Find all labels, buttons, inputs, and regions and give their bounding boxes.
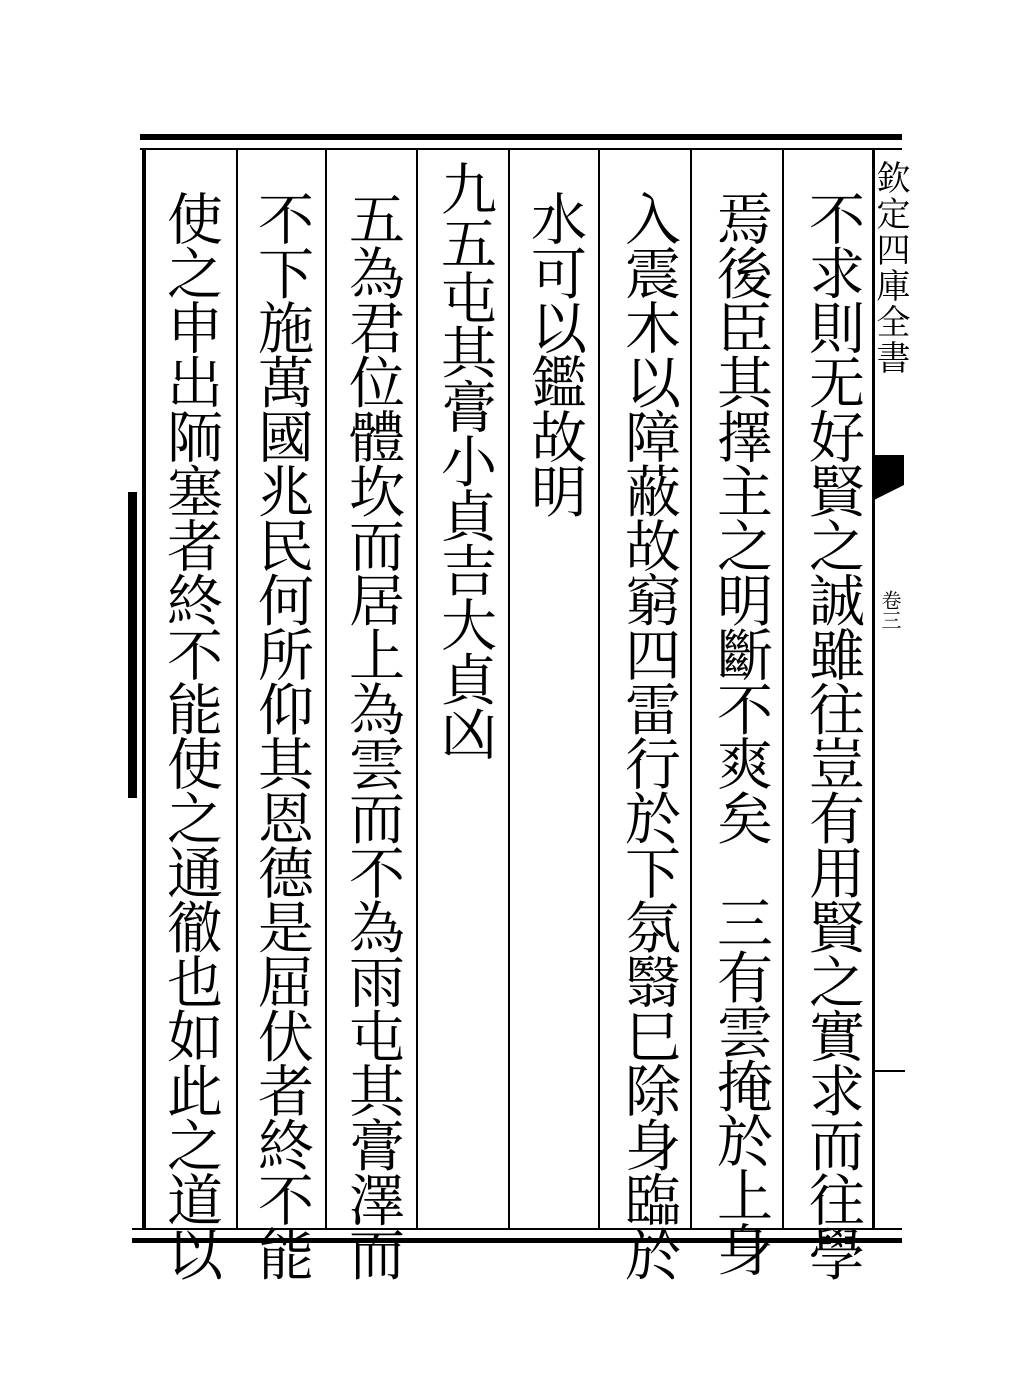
column-text: 焉後臣其擇主之明斷不爽矣 [708, 190, 773, 844]
left-border [142, 150, 146, 1230]
volume-label: 卷三 [878, 590, 902, 630]
top-border-thin [140, 148, 902, 150]
text-column-1 [796, 190, 868, 1280]
fishtail-mark-icon [874, 455, 904, 500]
column-text: 不下施萬國兆民何所仰其恩德是屈伏者終不能 [249, 190, 314, 1280]
binding-mark [128, 492, 137, 798]
column-rule [598, 150, 600, 1228]
top-border-thick [140, 134, 902, 140]
text-column-3 [612, 190, 684, 1280]
text-column-8 [154, 190, 226, 1280]
column-text: 水可以鑑故明 [522, 190, 587, 517]
column-rule [508, 150, 510, 1228]
column-rule [325, 150, 327, 1228]
text-column-4 [518, 190, 590, 1220]
column-rule [416, 150, 418, 1228]
column-text: 使之申出陑塞者終不能使之通徹也如此之道以 [158, 190, 223, 1280]
column-text: 不求則无好賢之誠雖往豈有用賢之實求而往學 [800, 190, 865, 1280]
book-title: 欽定四庫全書 [870, 160, 910, 376]
column-text: 九五屯其膏小貞吉大貞凶 [432, 160, 497, 760]
bottom-border-thick [132, 1238, 902, 1243]
text-column-6 [336, 190, 408, 1280]
bottom-border-thin [132, 1228, 902, 1230]
column-rule [782, 150, 784, 1228]
text-column-7 [245, 190, 317, 1280]
text-column-5 [428, 160, 500, 1190]
column-text: 入震木以障蔽故窮四雷行於下氛翳巳除身臨於 [616, 190, 681, 1280]
column-note: 三有雲掩於上身 [708, 894, 773, 1276]
column-text: 五為君位體坎而居上為雲而不為雨屯其膏澤而 [340, 190, 405, 1280]
column-rule [236, 150, 238, 1228]
text-column-2 [704, 190, 776, 1276]
margin-rule [875, 1070, 905, 1072]
column-rule [690, 150, 692, 1228]
